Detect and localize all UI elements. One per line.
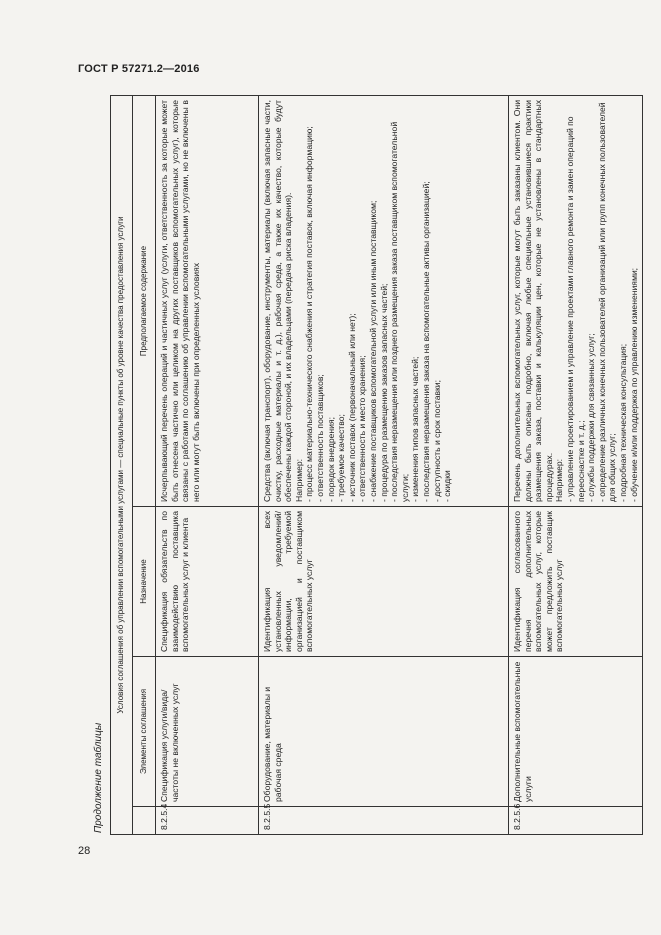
list-item: - процесс материально-технического снабжения и стратегия поставок, включая информацию; [304,126,315,502]
row-element: Спецификация услуги/вида/ частоты не включенных услуг [156,657,259,807]
row-number: 8.2.5.6 [509,807,643,835]
table-group-header: Условия соглашения об управлении вспомогательными услугами — специальные пункты об уровне качества предоставления услуги [111,96,133,835]
table-row [259,96,509,835]
column-header-num [133,807,156,835]
row-content [509,96,643,507]
list-item: - снабжение поставщиков вспомогательной услуги или иным поставщиком; [367,200,378,502]
row-content [259,96,509,507]
list-item: - ответственность поставщиков; [314,374,325,502]
list-item: - требуемое качество; [336,414,347,502]
agreement-table [110,95,643,835]
list-item: - скидки [442,470,453,502]
content-intro: Перечень дополнительных вспомогательных услуг, которые могут быть заказаны клиентом. Они должны быть описаны подробно, включая любые специальные установившиеся практики размещения заказа, поставки и калькуляции цен, которые не установлены в стандартных процедурах. [512,100,554,502]
list-item: - ответственность и место хранения; [357,355,368,502]
row-element: Оборудование, материалы и рабочая среда [259,657,509,807]
content-intro: Исчерпывающий перечень операций и частичных услуг (услуги, ответственность за которые может быть отнесена частично или целиком на других поставщиков вспомогательных услуг), которые связаны с работами по соглашению об управлении вспомогательными услугами, но не включены в него или могут быть включены при определенных условиях [159,100,201,502]
table-row [509,96,643,835]
list-item: - источник поставок (первоначальный или нет); [346,313,357,502]
row-purpose: Идентификация согласованного перечня дополнительных вспомогательных услуг, которые может предложить поставщик вспомогательных услуг [509,507,643,657]
content-list [565,100,639,502]
rotated-table-block [88,95,639,835]
row-purpose: Идентификация всех установленных уведомлений/информации, требуемой организацией и поставщиком вспомогательных услуг [259,507,509,657]
list-item: - обучение и/или поддержка по управлению изменениями; [628,267,639,502]
row-content [156,96,259,507]
table-row [156,96,259,835]
list-item: - службы поддержки для связанных услуг; [586,333,597,502]
list-item: - последствия неразмещения или позднего размещения заказа поставщиком вспомогательной услуги; [389,121,410,502]
row-element: Дополнительные вспомогательные услуги [509,657,643,807]
list-item: - подробная техническая консультация; [617,343,628,502]
row-number: 8.2.5.4 [156,807,259,835]
page-number: 28 [78,845,91,857]
content-label: Например: [554,458,565,502]
row-purpose: Спецификация обязательств по взаимодействию поставщика вспомогательных услуг и клиента [156,507,259,657]
column-header-purpose: Назначение [133,507,156,657]
content-intro: Средства (включая транспорт), оборудование, инструменты, материалы (включая запасные части, очистку, расходные материалы и т. д.), рабочая среда, а также их качество, которые будут обеспечены каждой стороной, и их владельцами (передача риска владения). [262,100,294,502]
list-item: - управление проектированием и управление проектами главного ремонта и замен операций по переоснастке и т. д.; [564,116,586,502]
list-item: - определение различных конечных пользователей организаций или групп конечных пользователей для общих услуг; [596,102,618,502]
list-item: - доступность и срок поставки; [431,380,442,502]
content-label: Например: [293,458,304,502]
column-header-elements: Элементы соглашения [133,657,156,807]
list-item: - процедура по размещению заказов запасных частей; [378,283,389,502]
document-header: ГОСТ Р 57271.2—2016 [78,63,200,75]
list-item: - порядок внедрения; [325,416,336,502]
content-list [304,100,452,502]
list-item: - последствия неразмещения заказа на вспомогательные активы организацией; [420,181,431,502]
table-caption: Продолжение таблицы [93,722,104,833]
list-item: - изменения типов запасных частей; [410,356,421,502]
column-header-content: Предполагаемое содержание [133,96,156,507]
row-number: 8.2.5.5 [259,807,509,835]
